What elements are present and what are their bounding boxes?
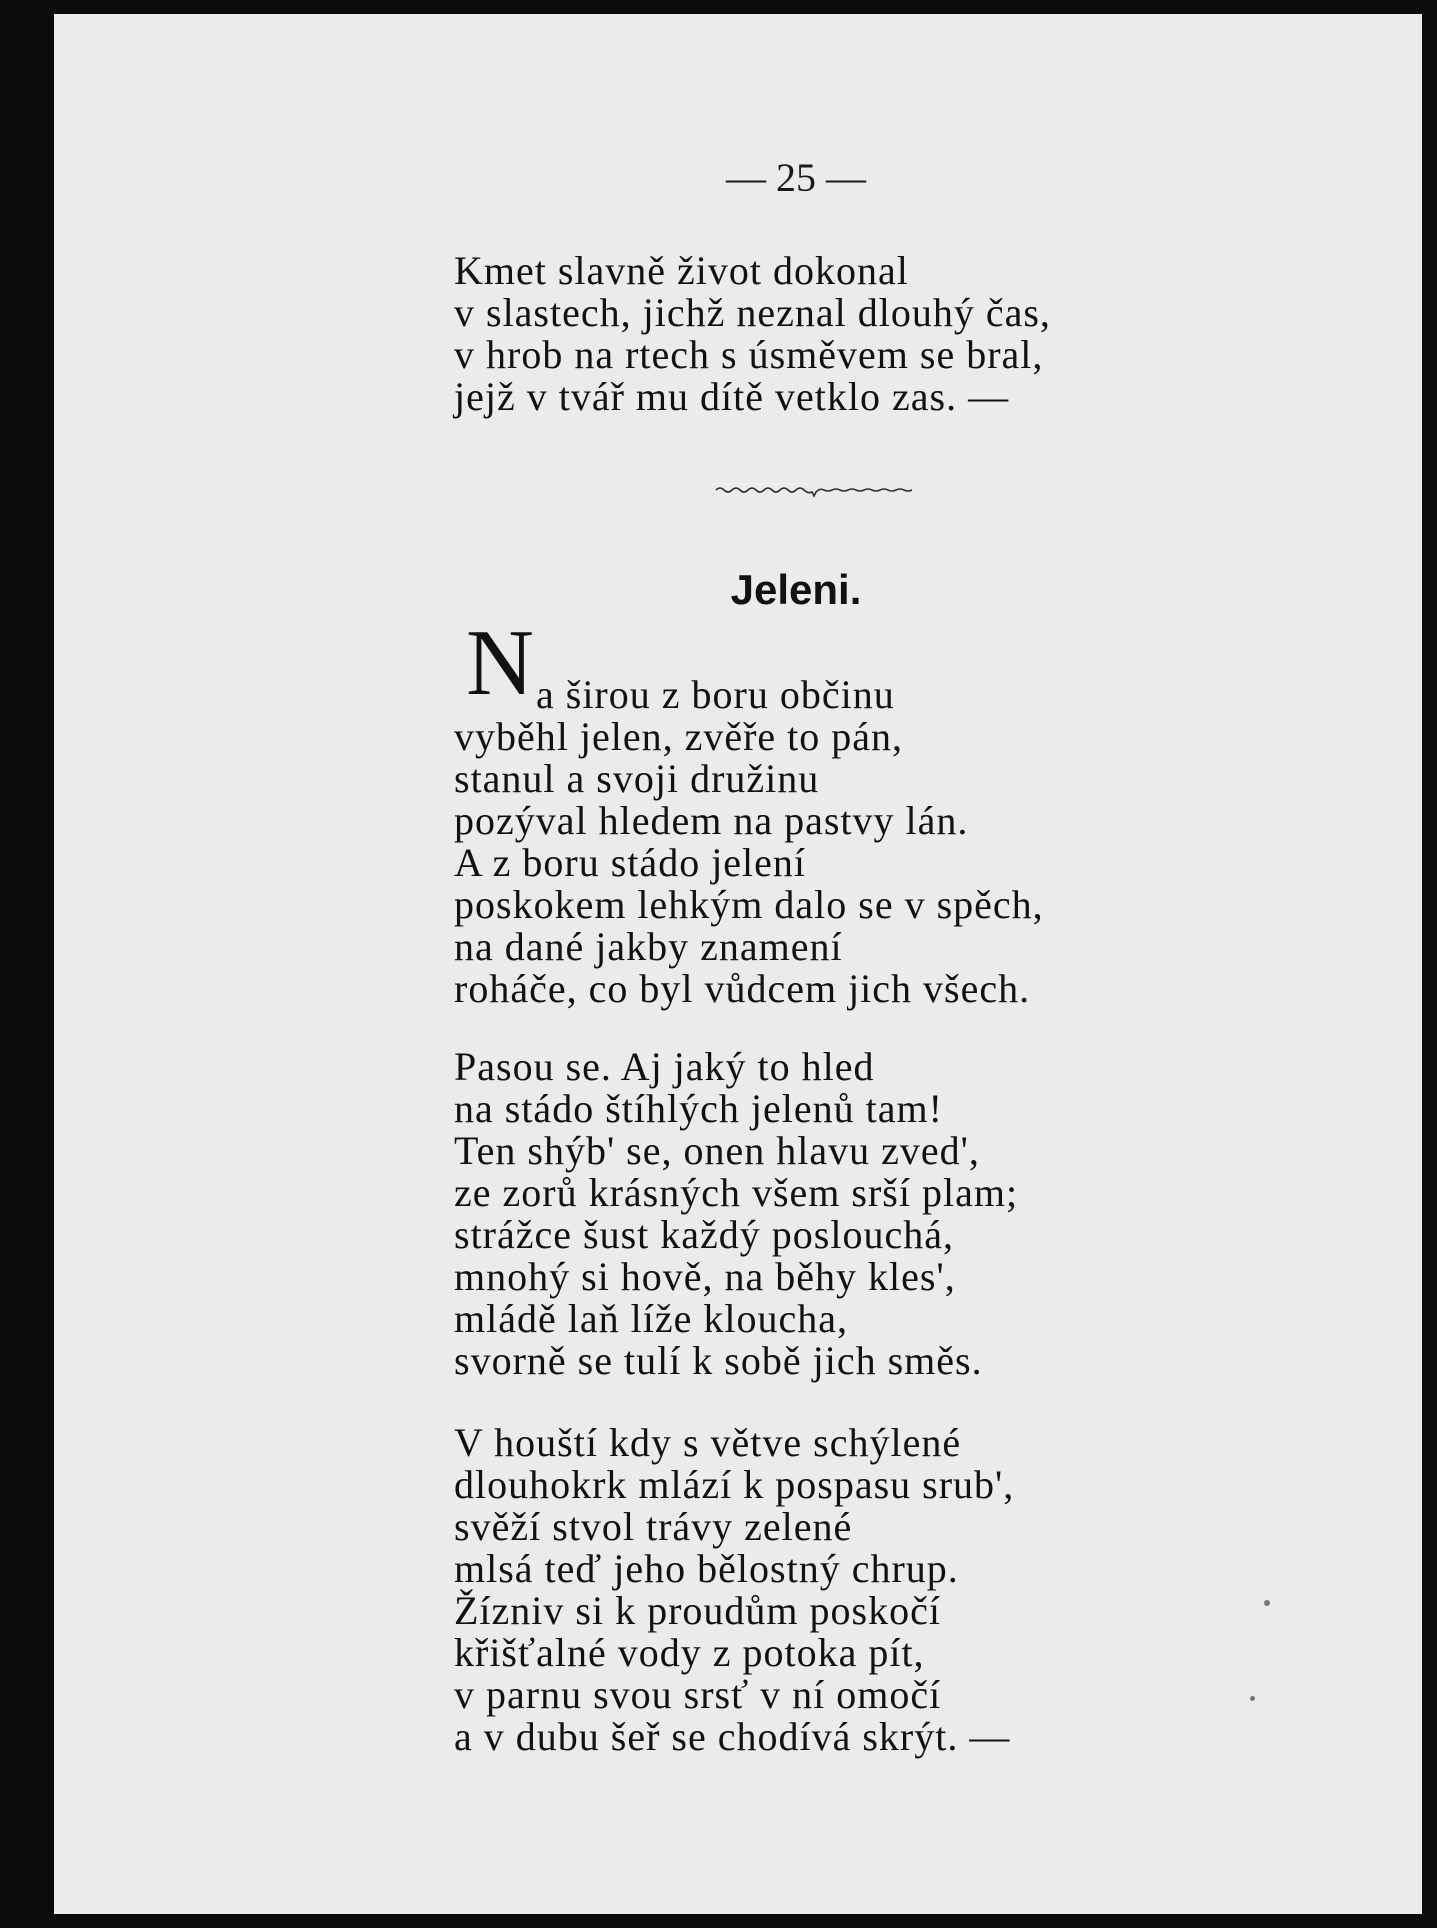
first-line — [536, 674, 895, 716]
stanza-top — [454, 250, 1051, 418]
verse-line: jejž v tvář mu dítě vetklo zas. — — [454, 374, 1010, 419]
verse-line: Kmet slavně život dokonal — [454, 248, 909, 293]
verse-line: mnohý si hově, na běhy kles', — [454, 1254, 956, 1299]
verse-line: mlsá teď jeho bělostný chrup. — [454, 1546, 959, 1591]
verse-line: ze zorů krásných všem srší plam; — [454, 1170, 1019, 1215]
book-page — [54, 14, 1422, 1914]
verse-line: svěží stvol trávy zelené — [454, 1504, 853, 1549]
verse-line: Ten shýb' se, onen hlavu zved', — [454, 1128, 980, 1173]
verse-line: na stádo štíhlých jelenů tam! — [454, 1086, 943, 1131]
verse-line: a širou z boru občinu — [536, 672, 895, 717]
verse-line: roháče, co byl vůdcem jich všech. — [454, 966, 1031, 1011]
verse-line: pozýval hledem na pastvy lán. — [454, 798, 969, 843]
verse-line: Pasou se. Aj jaký to hled — [454, 1044, 875, 1089]
verse-line: stanul a svoji družinu — [454, 756, 820, 801]
stanza-3 — [454, 1422, 1014, 1758]
stanza-1 — [454, 716, 1044, 1010]
verse-line: v parnu svou srsť v ní omočí — [454, 1672, 942, 1717]
verse-line: v slastech, jichž neznal dlouhý čas, — [454, 290, 1051, 335]
verse-line: na dané jakby znamení — [454, 924, 843, 969]
verse-line: V houští kdy s větve schýlené — [454, 1420, 962, 1465]
verse-line: strážce šust každý poslouchá, — [454, 1212, 954, 1257]
stanza-2 — [454, 1046, 1018, 1382]
verse-line: dlouhokrk mlází k pospasu srub', — [454, 1462, 1015, 1507]
verse-line: A z boru stádo jelení — [454, 840, 807, 885]
verse-line: a v dubu šeř se chodívá skrýt. — — [454, 1714, 1011, 1759]
paper-speck — [1250, 1696, 1255, 1701]
ornament-divider-icon — [714, 480, 914, 504]
verse-line: v hrob na rtech s úsměvem se bral, — [454, 332, 1044, 377]
verse-line: poskokem lehkým dalo se v spěch, — [454, 882, 1044, 927]
verse-line: Žízniv si k proudům poskočí — [454, 1588, 941, 1633]
poem-title: Jeleni. — [730, 566, 862, 613]
verse-line: křišťalné vody z potoka pít, — [454, 1630, 925, 1675]
drop-cap: N — [466, 611, 534, 715]
paper-speck — [1264, 1600, 1270, 1606]
verse-line: mládě laň líže kloucha, — [454, 1296, 848, 1341]
page-number: — 25 — — [726, 155, 866, 200]
verse-line: svorně se tulí k sobě jich směs. — [454, 1338, 983, 1383]
verse-line: vyběhl jelen, zvěře to pán, — [454, 714, 904, 759]
